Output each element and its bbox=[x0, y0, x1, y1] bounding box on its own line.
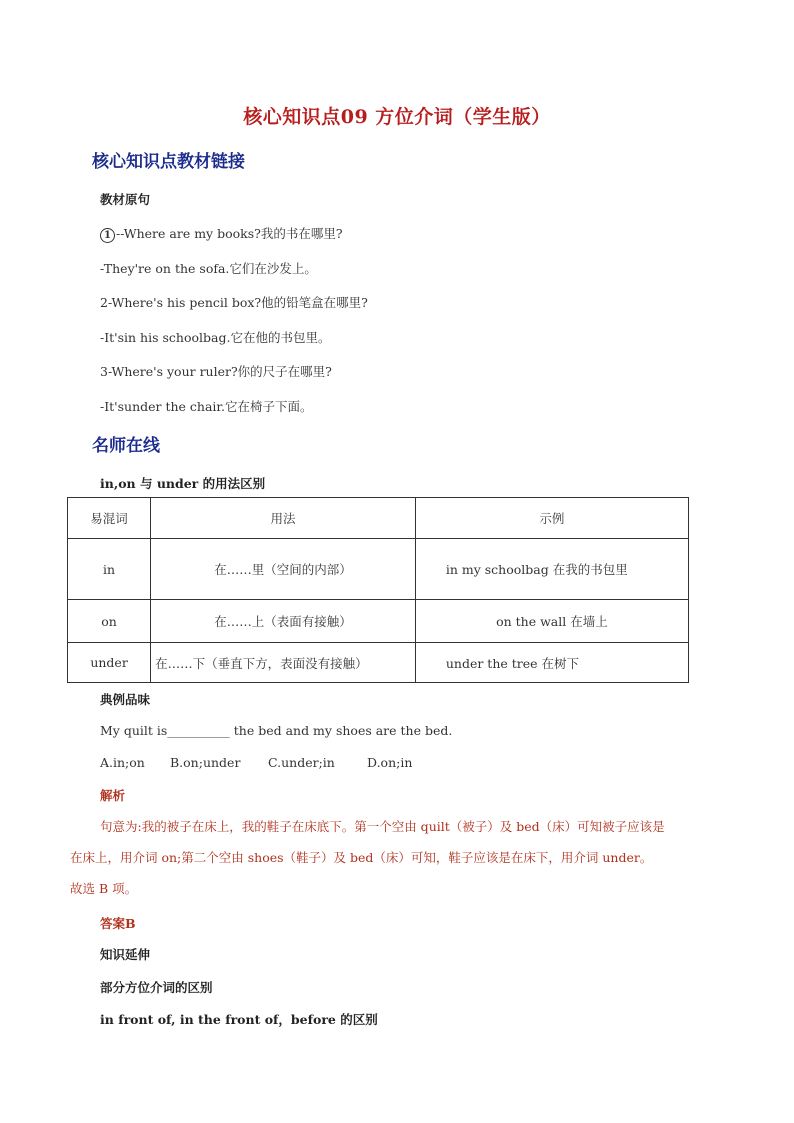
table-cell: under the tree 在树下 bbox=[415, 643, 688, 683]
label-in-front-of-difference: in front of, in the front of，before 的区别 bbox=[100, 1012, 378, 1027]
sentence-line: 1 --Where are my books?我的书在哪里? bbox=[100, 224, 343, 243]
label-knowledge-extension: 知识延伸 bbox=[100, 947, 151, 962]
table-row bbox=[68, 600, 689, 643]
table-cell: 在……上（表面有接触） bbox=[151, 600, 416, 643]
option-b: B.on;under bbox=[170, 755, 241, 770]
sentence-line: -It'sunder the chair.它在椅子下面。 bbox=[100, 399, 313, 414]
table-cell: on bbox=[68, 600, 151, 643]
option-c: C.under;in bbox=[268, 755, 335, 770]
label-analysis: 解析 bbox=[100, 788, 126, 803]
answer: 答案B bbox=[100, 916, 136, 931]
question-text: My quilt is__________ the bed and my shoes are the bed. bbox=[100, 723, 453, 738]
table-cell: 在……下（垂直下方，表面没有接触） bbox=[151, 643, 416, 683]
analysis-line: 故选 B 项。 bbox=[70, 881, 138, 896]
table-header-cell: 易混词 bbox=[68, 498, 151, 539]
label-prepositions-difference: 部分方位介词的区别 bbox=[100, 980, 213, 995]
analysis-line: 在床上，用介词 on;第二个空由 shoes（鞋子）及 bed（床）可知，鞋子应该是在床下，用介词 under。 bbox=[70, 850, 653, 865]
table-cell: under bbox=[68, 643, 151, 683]
option-d: D.on;in bbox=[367, 755, 413, 770]
page-title: 核心知识点09 方位介词（学生版） bbox=[243, 106, 551, 128]
table-caption: in,on 与 under 的用法区别 bbox=[100, 476, 266, 491]
table-header-cell: 示例 bbox=[415, 498, 688, 539]
table-header-row bbox=[68, 498, 689, 539]
label-original-sentences: 教材原句 bbox=[100, 192, 151, 207]
table-header-cell: 用法 bbox=[151, 498, 416, 539]
circled-number-icon: 1 bbox=[100, 228, 115, 243]
section-heading-textbook: 核心知识点教材链接 bbox=[92, 152, 245, 172]
table-row bbox=[68, 539, 689, 600]
sentence-line: -It'sin his schoolbag.它在他的书包里。 bbox=[100, 330, 331, 345]
sentence-line: 2-Where's his pencil box?他的铅笔盒在哪里? bbox=[100, 295, 368, 310]
label-typical-example: 典例品味 bbox=[100, 692, 151, 707]
comparison-table bbox=[67, 497, 689, 683]
section-heading-teacher-online: 名师在线 bbox=[92, 436, 160, 456]
table-row bbox=[68, 643, 689, 683]
table-cell: on the wall 在墙上 bbox=[415, 600, 688, 643]
option-a: A.in;on bbox=[100, 755, 145, 770]
sentence-line: -They're on the sofa.它们在沙发上。 bbox=[100, 261, 317, 276]
table-cell: in bbox=[68, 539, 151, 600]
analysis-line: 句意为:我的被子在床上，我的鞋子在床底下。第一个空由 quilt（被子）及 bed（床）可知被子应该是 bbox=[100, 819, 665, 834]
sentence-line: 3-Where's your ruler?你的尺子在哪里? bbox=[100, 364, 332, 379]
table-cell: 在……里（空间的内部） bbox=[151, 539, 416, 600]
table-cell: in my schoolbag 在我的书包里 bbox=[415, 539, 688, 600]
